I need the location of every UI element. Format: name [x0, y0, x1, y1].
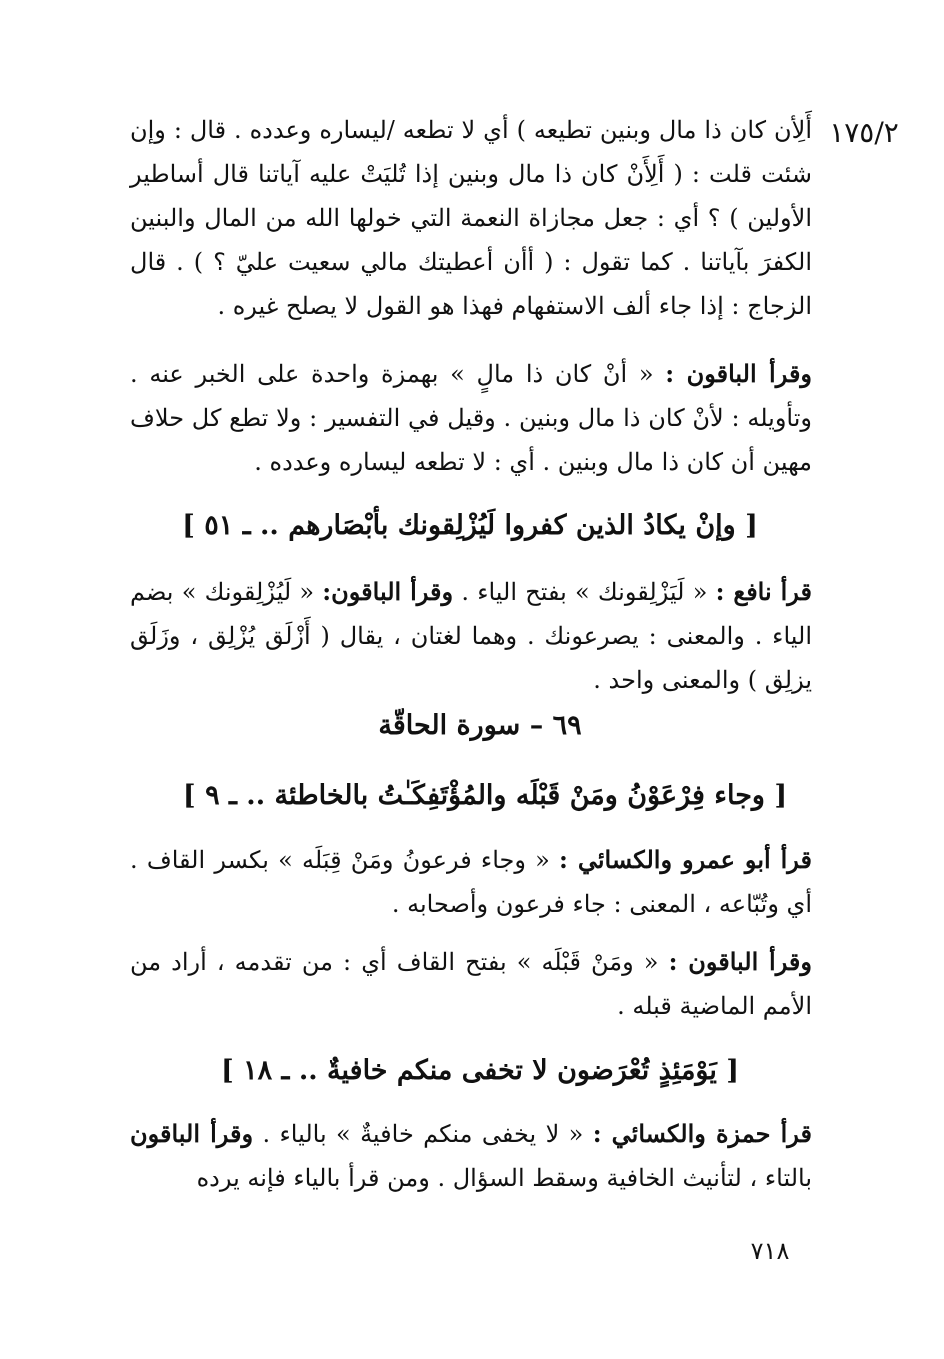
- paragraph-text: بالتاء ، لتأنيث الخافية وسقط السؤال . ومن قرأ بالياء فإنه يرده: [196, 1164, 812, 1192]
- paragraph: أَلِأن كان ذا مال وبنين تطيعه ) أي لا تطعه /ليساره وعدده . قال : وإن شئت قلت : ( أَلِأَنْ كان ذا مال وبنين إذا تُليَتْ عليه آياتنا قال أساطير الأولين ) ؟ أي : جعل مجازاة النعمة التي خولها الله من المال والبنين الكفرَ بآياتنا . كما تقول : ( أأن أعطيتك مالي سعيت عليّ ؟ ) . قال الزجاج : إذا جاء ألف الاستفهام فهذا هو القول لا يصلح غيره .: [130, 116, 812, 320]
- marginal-reference: ١٧٥/٢: [829, 116, 899, 149]
- paragraph-text: « أنْ كان ذا مالٍ » بهمزة واحدة على الخبر عنه . وتأويله : لأنْ كان ذا مال وبنين . وقيل في التفسير : ولا تطع كل حلاف مهين أن كان ذا مال وبنين . أي : لا تطعه ليساره وعدده .: [130, 360, 812, 476]
- paragraph-text: « لَيَزْلِقونك » بفتح الياء .: [453, 578, 716, 606]
- paragraph: [130, 940, 812, 1028]
- reader-lead: وقرأ الباقون: [130, 1119, 254, 1148]
- paragraph: [130, 570, 812, 702]
- paragraph-text: « لا يخفى منكم خافيةٌ » بالياء .: [253, 1120, 593, 1148]
- verse-heading: [ وجاء فِرْعَوْنُ ومَنْ قَبْلَه والمُؤْتَفِكَـٰتُ بالخاطئة .. ـ ٩ ]: [182, 780, 788, 811]
- paragraph-text: « لَيُزْلِقونك » بضم الياء . والمعنى : يصرعونك . وهما لغتان ، يقال ( أَزْلَق يُزْلِق ، وزَلَق يزلِق ) والمعنى واحد .: [130, 578, 812, 694]
- reader-lead: وقرأ الباقون:: [322, 577, 454, 606]
- page-number: ٧١٨: [750, 1237, 790, 1265]
- paragraph: [130, 838, 812, 926]
- reader-lead: قرأ نافع :: [715, 577, 813, 606]
- reader-lead: وقرأ الباقون :: [665, 359, 813, 388]
- reader-lead: قرأ أبو عمرو والكسائي :: [559, 845, 812, 874]
- surah-title: ٦٩ – سورة الحاقّة: [378, 710, 582, 741]
- paragraph: [130, 352, 812, 484]
- verse-heading: [ وإنْ يكادُ الذين كفروا لَيُزْلِقونك بأبْصَارهم .. ـ ٥١ ]: [182, 510, 758, 541]
- paragraph: [130, 1112, 812, 1200]
- reader-lead: وقرأ الباقون :: [668, 947, 812, 976]
- verse-heading: [ يَوْمَئِذٍ تُعْرَضون لا تخفى منكم خافيةٌ .. ـ ١٨ ]: [220, 1055, 740, 1086]
- paragraph-text: « وجاء فرعونُ ومَنْ قِبَلَه » بكسر القاف . أي وتُبّاعه ، المعنى : جاء فرعون وأصحابه .: [130, 846, 812, 918]
- reader-lead: قرأ حمزة والكسائي :: [592, 1119, 812, 1148]
- paragraph-text: « ومَنْ قَبْلَه » بفتح القاف أي : من تقدمه ، أراد من الأمم الماضية قبله .: [130, 948, 812, 1020]
